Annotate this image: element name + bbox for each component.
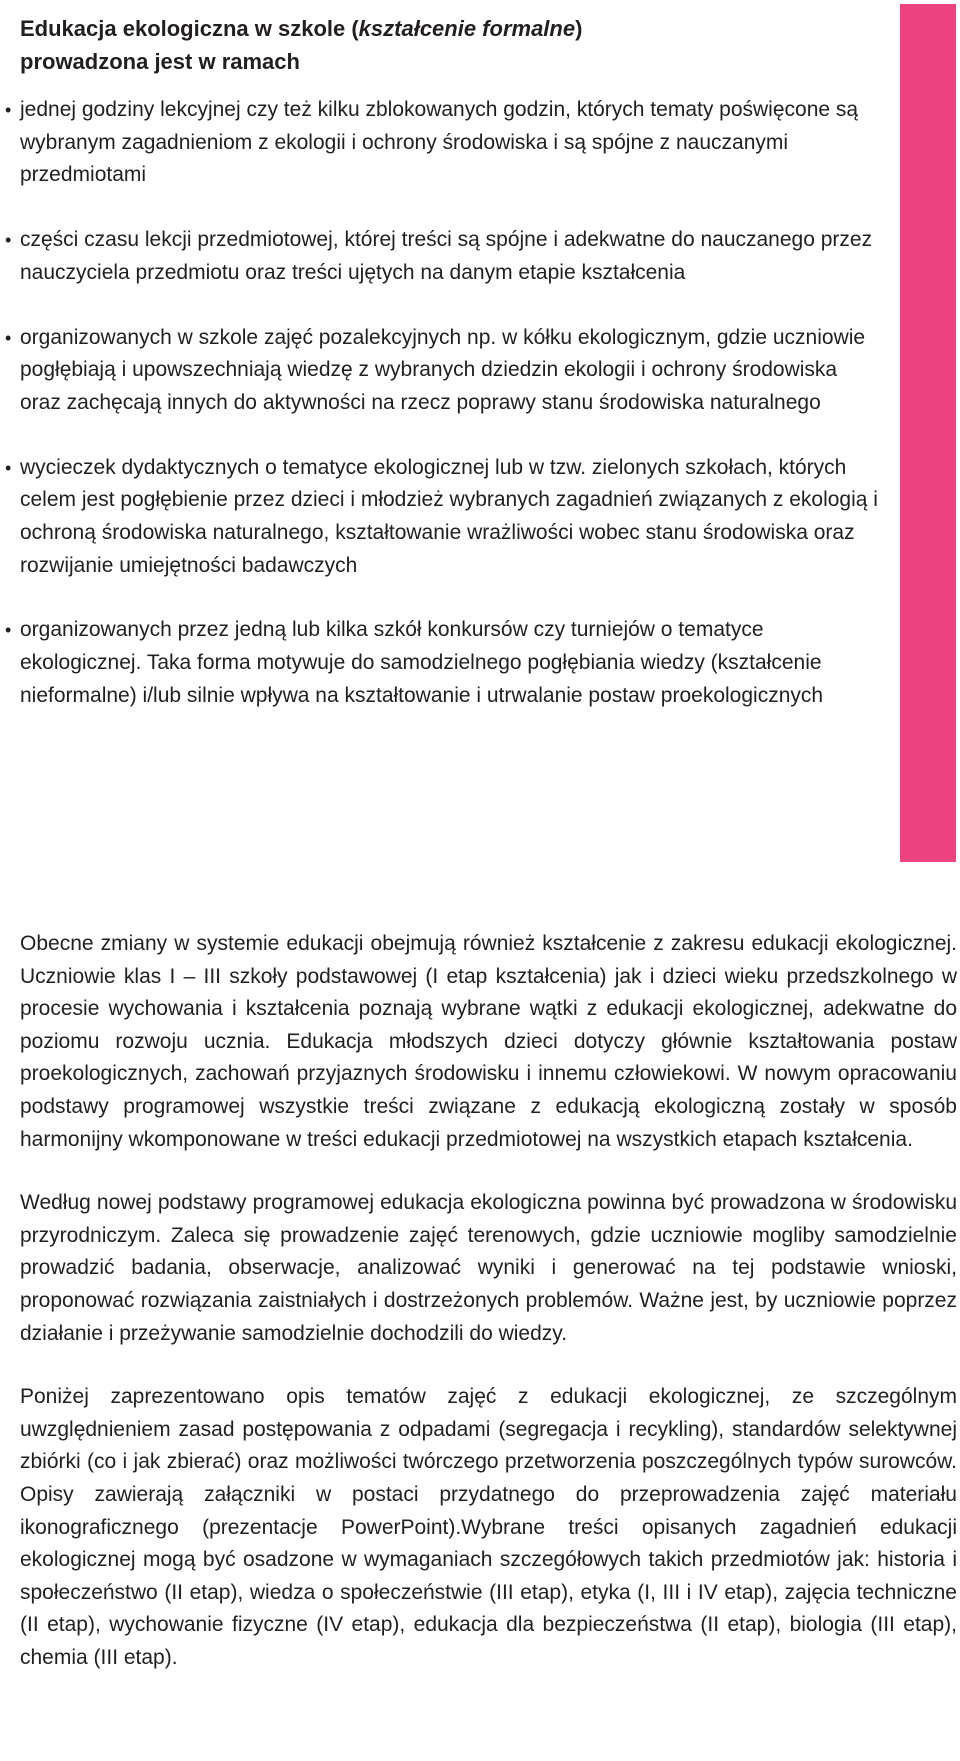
list-item-text: wycieczek dydaktycznych o tematyce ekologicznej lub w tzw. zielonych szkołach, których celem jest pogłębienie przez dzieci i młodzież wybranych zagadnień związanych z ekologią i ochroną środowiska naturalnego, kształtowanie wrażliwości wobec stanu środowiska oraz rozwijanie umiejętności badawczych <box>20 455 878 577</box>
decorative-accent-bar <box>900 4 956 862</box>
bullet-icon: • <box>5 327 12 348</box>
bullet-icon: • <box>5 457 12 478</box>
bullet-list <box>5 94 880 713</box>
list-item <box>5 614 880 712</box>
body-text <box>20 928 957 1705</box>
bullet-icon: • <box>5 100 12 120</box>
box-title-part2: ) <box>575 16 583 41</box>
box-title-line2: prowadzona jest w ramach <box>20 49 300 74</box>
paragraph: Według nowej podstawy programowej edukacja ekologiczna powinna być prowadzona w środowisku przyrodniczym. Zaleca się prowadzenie zajęć terenowych, gdzie uczniowie mogliby samodzielnie prowadzić badania, obserwacje, analizować wyniki i generować na tej podstawie wnioski, proponować rozwiązania zaistniałych i dostrzeżonych problemów. Ważne jest, by uczniowie poprzez działanie i przeżywanie samodzielnie dochodzili do wiedzy. <box>20 1191 957 1345</box>
list-item <box>5 94 880 192</box>
paragraph: Obecne zmiany w systemie edukacji obejmują również kształcenie z zakresu edukacji ekologicznej. Uczniowie klas I – III szkoły podstawowej (I etap kształcenia) jak i dzieci wieku przedszkolnego w procesie wychowania i kształcenia poznają wybrane wątki z edukacji ekologicznej, adekwatne do poziomu rozwoju ucznia. Edukacja młodszych dzieci dotyczy głównie kształtowania postaw proekologicznych, zachowań przyjaznych środowisku i innemu człowiekowi. W nowym opracowaniu podstawy programowej wszystkie treści związane z edukacją ekologiczną zostały w sposób harmonijny wkomponowane w treści edukacji przedmiotowej na wszystkich etapach kształcenia. <box>20 932 957 1151</box>
list-item <box>5 224 880 289</box>
bullet-icon: • <box>5 620 12 641</box>
box-title-part1: Edukacja ekologiczna w szkole ( <box>20 16 359 41</box>
box-title <box>20 12 880 78</box>
box-title-italic: kształcenie formalne <box>358 16 576 41</box>
list-item <box>5 322 880 420</box>
list-item-text: części czasu lekcji przedmiotowej, której treści są spójne i adekwatne do nauczanego przez nauczyciela przedmiotu oraz treści ujętych na danym etapie kształcenia <box>20 228 873 284</box>
bullet-icon: • <box>5 230 12 251</box>
list-item-text: jednej godziny lekcyjnej czy też kilku zblokowanych godzin, których tematy poświęcone są wybranym zagadnieniom z ekologii i ochrony środowiska i są spójne z nauczanymi przedmiotami <box>20 98 859 187</box>
list-item-text: organizowanych przez jedną lub kilka szkół konkursów czy turniejów o tematyce ekologicznej. Taka forma motywuje do samodzielnego pogłębiania wiedzy (kształcenie nieformalne) i/lub silnie wpływa na kształtowanie i utrwalanie postaw proekologicznych <box>20 618 824 707</box>
list-item-text: organizowanych w szkole zajęć pozalekcyjnych np. w kółku ekologicznym, gdzie uczniowie pogłębiają i upowszechniają wiedzę z wybranych dziedzin ekologii i ochrony środowiska oraz zachęcają innych do aktywności na rzecz poprawy stanu środowiska naturalnego <box>20 325 866 414</box>
paragraph: Poniżej zaprezentowano opis tematów zajęć z edukacji ekologicznej, ze szczególnym uwzględnieniem zasad postępowania z odpadami (segregacja i recykling), standardów selektywnej zbiórki (co i jak zbierać) oraz możliwości twórczego przetworzenia poszczególnych typów surowców. Opisy zawierają załączniki w postaci przydatnego do przeprowadzenia zajęć materiału ikonograficznego (prezentacje PowerPoint).Wybrane treści opisanych zagadnień edukacji ekologicznej mogą być osadzone w wymaganiach szczegółowych takich przedmiotów jak: historia i społeczeństwo (II etap), wiedza o społeczeństwie (III etap), etyka (I, III i IV etap), zajęcia techniczne (II etap), wychowanie fizyczne (IV etap), edukacja dla bezpieczeństwa (II etap), biologia (III etap), chemia (III etap). <box>20 1385 957 1669</box>
info-box <box>5 12 880 745</box>
list-item <box>5 452 880 583</box>
